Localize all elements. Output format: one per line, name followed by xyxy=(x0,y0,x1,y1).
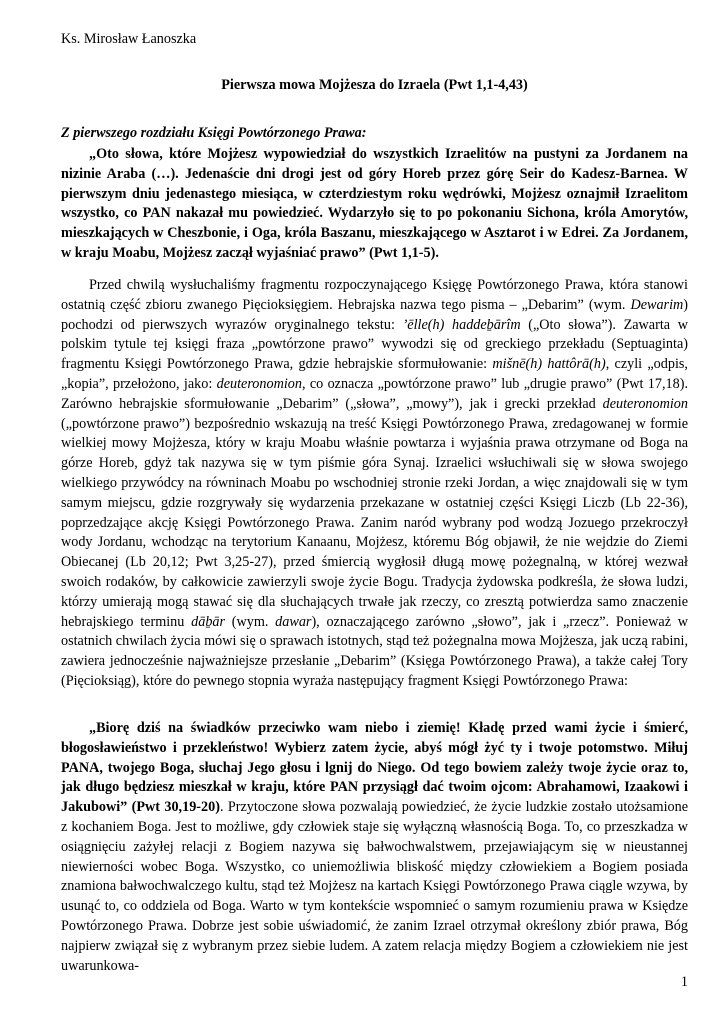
p2-text: . Przytoczone słowa pozwalają powiedzieć, że życie ludzkie zostało utożsamione z kochaniem Boga. Jest to możliwe, gdy człowiek staje się wyłączną własnością Boga. To, co przeszkadza w osiągnięciu zażyłej relacji z Bogiem nazywa się bałwochwalstwem, przejawiającym się w nieustannej niewierności wobec Boga. Wszystko, co uniemożliwia bliskość między człowiekiem a Bogiem posiada znamiona bałwochwalczego kultu, stąd też Mojżesz na kartach Księgi Powtórzonego Prawa ciągle wzywa, by usunąć to, co oddziela od Boga. Warto w tym kontekście wspomnieć o samym rozumieniu prawa w Księdze Powtórzonego Prawa. Dobrze jest sobie uświadomić, że zanim Izrael otrzymał określony zbiór prawa, Bóg najpierw związał się z wybranym przez siebie ludem. A zatem relacja między Bogiem a człowiekiem nie jest uwarunkowa- xyxy=(61,799,689,974)
p1-text-3: („Oto słowa”). Zawarta w polskim tytule tej księgi fraza „powtórzone prawo” wywodzi się od greckiego przekładu (Septuaginta) fragmentu Księgi Powtórzonego Prawa, gdzie hebrajskie sformułowanie: xyxy=(61,316,688,373)
author-name: Ks. Mirosław Łanoszka xyxy=(61,31,197,47)
paragraph-1 xyxy=(61,276,688,692)
p1-italic-dabar: dāḇār xyxy=(191,613,226,630)
p1-text-2: ) pochodzi od pierwszych wyrazów oryginalnego tekstu: xyxy=(61,296,688,333)
p1-italic-hebrew-title: ’ēlle(h) haddeḇārîm xyxy=(402,316,521,333)
page-number: 1 xyxy=(680,974,688,990)
opening-quote xyxy=(61,145,688,264)
p1-text-7: (wym. xyxy=(225,613,276,630)
p1-text-1: Przed chwilą wysłuchaliśmy fragmentu rozpoczynającego Księgę Powtórzonego Prawa, która stanowi ostatnią część zbioru zwanego Pięcioksięgiem. Hebrajska nazwa tego pisma – „Debarim” (wym. xyxy=(61,277,688,313)
p1-italic-dawar: dawar xyxy=(275,613,312,630)
p1-text-4: , czyli „odpis, „kopia”, przełożono, jako: xyxy=(61,356,688,392)
paragraph-2 xyxy=(61,719,688,976)
section-subheading: Z pierwszego rozdziału Księgi Powtórzonego Prawa: xyxy=(61,125,367,141)
p1-text-8: ), oznaczającego zarówno „słowo”, jak i „rzecz”. Ponieważ w ostatnich chwilach życia mówi się o sprawach istotnych, stąd też pożegnalna mowa Mojżesza, jak uczą rabini, zawiera jednocześnie najważniejsze przesłanie „Debarim” (Księga Powtórzonego Prawa), a także całej Tory (Pięcioksiąg), które do pewnego stopnia wyraża następujący fragment Księgi Powtórzonego Prawa: xyxy=(61,613,688,689)
p1-italic-deuteronomion-2: deuteronomion xyxy=(602,395,688,412)
page-title: Pierwsza mowa Mojżesza do Izraela (Pwt 1,1-4,43) xyxy=(221,77,528,93)
p1-text-5: , co oznacza „powtórzone prawo” lub „drugie prawo” (Pwt 17,18). Zarówno hebrajskie sformułowanie „Debarim” („słowa”, „mowy”), jak i grecki przekład xyxy=(61,375,688,412)
p1-italic-dewarim: Dewarim xyxy=(630,296,684,313)
p1-italic-mishne-torah: mišnē(h) hattôrā(h) xyxy=(492,356,606,373)
opening-quote-text: „Oto słowa, które Mojżesz wypowiedział do wszystkich Izraelitów na pustyni za Jordanem na nizinie Araba (…). Jedenaście dni drogi jest od góry Horeb przez górę Seir do Kadesz-Barnea. W pierwszym dniu jedenastego miesiąca, w czterdziestym roku wędrówki, Mojżesz oznajmił Izraelitom wszystko, co PAN nakazał mu powiedzieć. Wydarzyło się to po pokonaniu Sichona, króla Amorytów, mieszkających w Cheszbonie, i Oga, króla Baszanu, mieszkającego w Asztarot i w Edrei. Za Jordanem, w kraju Moabu, Mojżesz zaczął wyjaśniać prawo” (Pwt 1,1-5). xyxy=(61,146,688,261)
p1-text-6: („powtórzone prawo”) bezpośrednio wskazują na treść Księgi Powtórzonego Prawa, zredagowanej w formie wielkiej mowy Mojżesza, który w kraju Moabu właśnie powtarza i wyjaśnia prawa otrzymane od Boga na górze Horeb, gdyż tak nazywa się w tym piśmie góra Synaj. Izraelici wsłuchiwali się w słowa swojego wielkiego przywódcy na równinach Moabu po wschodniej stronie rzeki Jordan, a więc znajdowali się w tym samym miejscu, gdzie rozgrywały się wydarzenia przekazane w ostatniej części Księgi Liczb (Lb 22-36), poprzedzające akcję Księgi Powtórzonego Prawa. Zanim naród wybrany pod wodzą Jozuego przekroczył wody Jordanu, wchodząc na terytorium Kanaanu, Mojżesz, któremu Bóg objawił, że nie wejdzie do Ziemi Obiecanej (Lb 20,12; Pwt 3,25-27), przed śmiercią wygłosił długą mowę pożegnalną, w której wezwał swoich rodaków, by całkowicie zawierzyli swoje życie Bogu. Tradycja żydowska podkreśla, że słowa ludzi, którzy umierają mogą stawać się dla słuchających trwałe jak rzeczy, co zresztą potwierdza samo znaczenie hebrajskiego terminu xyxy=(61,415,688,630)
p2-bold-quote: „Biorę dziś na świadków przeciwko wam niebo i ziemię! Kładę przed wami życie i śmierć, błogosławieństwo i przekleństwo! Wybierz zatem życie, abyś mógł żyć ty i twoje potomstwo. Miłuj PANA, twojego Boga, słuchaj Jego głosu i lgnij do Niego. Od tego bowiem zależy twoje życie oraz to, jak długo będziesz mieszkał w kraju, które PAN przysiągł dać twoim ojcom: Abrahamowi, Izaakowi i Jakubowi” (Pwt 30,19-20) xyxy=(61,720,688,816)
p1-italic-deuteronomion-1: deuteronomion xyxy=(216,375,302,392)
